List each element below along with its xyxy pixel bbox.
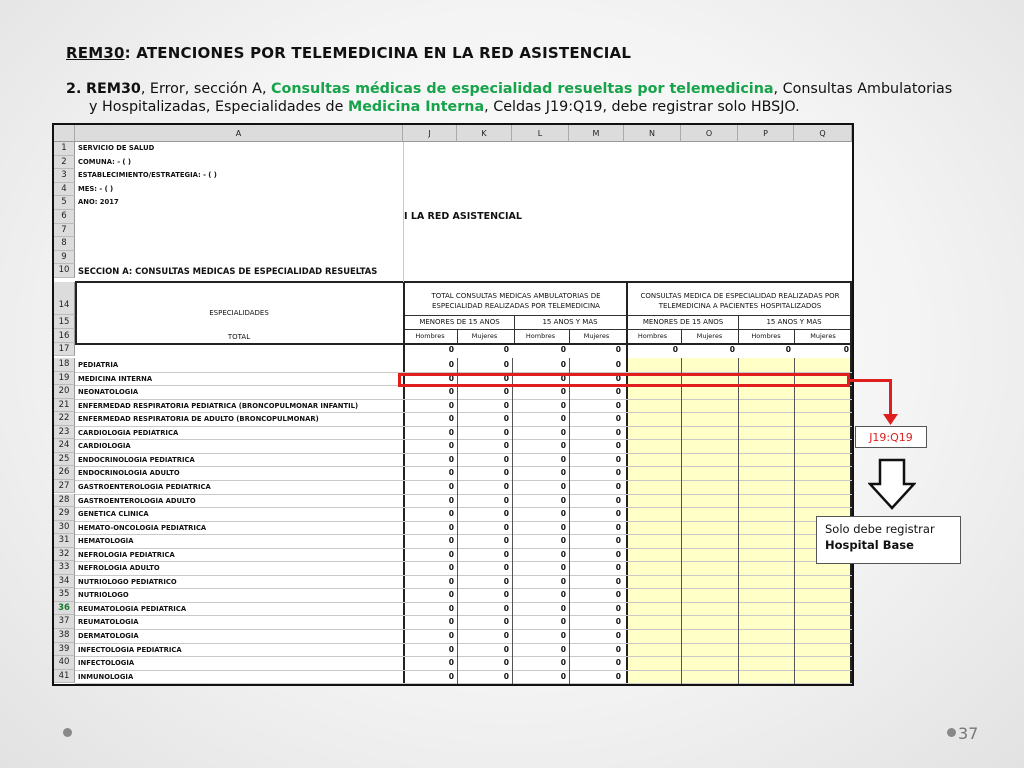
column-header-n: N [624,125,681,142]
value-cell: 0 [448,644,454,654]
border-line [75,281,77,343]
grid-line [457,329,458,343]
grid-line [75,656,852,657]
grid-line [75,521,852,522]
total-cell: 0 [615,345,621,354]
specialty-name: INFECTOLOGÍA [78,659,135,668]
value-cell: 0 [448,468,454,478]
value-cell: 0 [448,658,454,668]
body-run: , Celdas J19:Q19, debe registrar solo HBSJO. [484,99,800,115]
grid-line [681,358,682,686]
body-run: , Error, sección A, [140,81,272,97]
value-cell: 0 [615,400,621,410]
note-line-1: Solo debe registrar [825,522,935,536]
row-header: 19 [54,372,75,386]
grid-line [75,588,852,589]
grid-line [75,643,852,644]
grid-line [75,426,852,427]
row-header: 39 [54,643,75,657]
grid-line [75,548,852,549]
row-header: 22 [54,412,75,426]
total-cell: 0 [672,345,678,354]
row-header: 40 [54,656,75,670]
specialty-name: GASTROENTEROLOGÍA PEDIÁTRICA [78,482,211,491]
value-cell: 0 [503,603,509,613]
value-cell: 0 [503,373,509,383]
grid-line [738,315,739,343]
value-cell: 0 [615,387,621,397]
value-cell: 0 [560,373,566,383]
grid-line [75,480,852,481]
value-cell: 0 [560,576,566,586]
value-cell: 0 [448,576,454,586]
value-cell: 0 [503,576,509,586]
specialty-name: GASTROENTEROLOGÍA ADULTO [78,496,196,505]
value-cell: 0 [615,468,621,478]
value-cell: 0 [615,522,621,532]
value-cell: 0 [503,468,509,478]
note-line-2: Hospital Base [825,538,914,552]
row-header: 34 [54,575,75,589]
value-cell: 0 [503,590,509,600]
row-header: 38 [54,629,75,643]
row-header: 4 [54,183,75,197]
value-cell: 0 [448,590,454,600]
specialty-name: CARDIOLOGÍA PEDIÁTRICA [78,428,179,437]
value-cell: 0 [615,603,621,613]
grid-line [75,466,852,467]
callout-arrowhead-icon [883,414,898,426]
grid-line [569,329,570,343]
row-header: 31 [54,534,75,548]
grid-line [405,329,850,330]
grid-line [75,453,852,454]
value-cell: 0 [560,658,566,668]
age-group-header: MENORES DE 15 AÑOS [642,318,724,326]
grid-line [569,358,570,686]
row-header: 26 [54,466,75,480]
value-cell: 0 [615,631,621,640]
value-cell: 0 [560,631,566,640]
title-rest: : ATENCIONES POR TELEMEDICINA EN LA RED ASISTENCIAL [124,44,632,62]
highlight-row-19-box [398,373,850,387]
value-cell: 0 [560,590,566,600]
value-cell: 0 [503,631,509,640]
grid-line [681,329,682,343]
value-cell: 0 [448,549,454,559]
row-header: 41 [54,670,75,684]
row-header: 14 [54,282,75,315]
specialty-name: ENFERMEDAD RESPIRATORIA PEDIÁTRICA (BRONCOPULMONAR INFANTIL) [78,401,359,410]
total-cell: 0 [729,345,735,354]
row-header: 16 [54,329,75,343]
value-cell: 0 [503,644,509,654]
page-number: 37 [958,724,979,743]
grid-line [75,629,852,630]
value-cell: 0 [503,481,509,491]
value-cell: 0 [448,481,454,491]
body-run: , Consultas Ambulatorias [773,81,953,97]
cell-range-label: J19:Q19 [855,426,927,448]
value-cell: 0 [615,509,621,519]
specialty-name: NUTRIÓLOGO [78,591,129,600]
row-header: 36 [54,602,75,616]
value-cell: 0 [503,536,509,546]
value-cell: 0 [615,658,621,668]
body-line-1 [86,81,952,97]
value-cell: 0 [560,481,566,491]
grid-line [75,412,852,413]
sex-header: Mujeres [583,332,610,340]
total-cell: 0 [448,345,454,354]
row-header: 2 [54,156,75,170]
row-header: 29 [54,507,75,521]
specialty-name: REUMATOLOGÍA PEDIÁTRICA [78,604,187,613]
sex-header: Mujeres [471,332,498,340]
value-cell: 0 [615,414,621,424]
value-cell: 0 [503,495,509,505]
value-cell: 0 [615,360,621,369]
value-cell: 0 [448,454,454,464]
grid-line [75,507,852,508]
value-cell: 0 [615,427,621,437]
value-cell: 0 [560,617,566,627]
row-header: 1 [54,142,75,156]
value-cell: 0 [560,603,566,613]
specialty-name: PEDIATRÍA [78,361,119,369]
grid-line [75,602,852,603]
value-cell: 0 [560,468,566,478]
row-header: 17 [54,343,75,356]
value-cell: 0 [560,644,566,654]
age-group-header: 15 AÑOS Y MÁS [766,318,822,326]
value-cell: 0 [503,441,509,451]
value-cell: 0 [448,617,454,627]
callout-line-vertical [889,379,892,419]
item-number: 2. [66,81,82,97]
value-cell: 0 [448,373,454,383]
column-header-l: L [512,125,569,142]
note-box [816,516,961,564]
callout-line-horizontal [850,379,892,382]
grid-line [514,315,515,343]
value-cell: 0 [615,373,621,383]
column-header-j: J [403,125,457,142]
specialty-name: NEFROLOGÍA ADULTO [78,564,160,573]
border-line [75,281,852,283]
value-cell: 0 [448,400,454,410]
especialidades-header: ESPECIALIDADES [209,309,269,317]
sex-header: Hombres [751,332,781,340]
value-cell: 0 [560,441,566,451]
specialty-name: ENFERMEDAD RESPIRATORIA DE ADULTO (BRONCOPULMONAR) [78,415,319,424]
grid-line [75,670,852,671]
sex-header: Mujeres [696,332,723,340]
value-cell: 0 [560,563,566,573]
row-header: 33 [54,561,75,575]
total-cell: 0 [560,345,566,354]
total-cell: 0 [843,345,849,354]
grid-line [75,399,852,400]
value-cell: 0 [615,617,621,627]
row-header: 25 [54,453,75,467]
value-cell: 0 [615,536,621,546]
value-cell: 0 [503,617,509,627]
column-header-a: A [75,125,403,142]
value-cell: 0 [448,603,454,613]
column-header-q: Q [794,125,852,142]
value-cell: 0 [560,671,566,681]
value-cell: 0 [448,536,454,546]
specialty-name: REUMATOLOGÍA [78,618,139,627]
value-cell: 0 [615,495,621,505]
info-row: COMUNA: - ( ) [78,157,131,166]
value-cell: 0 [503,400,509,410]
value-cell: 0 [503,387,509,397]
info-row: MES: - ( ) [78,184,114,193]
sheet-edge [852,125,854,686]
slide-body-text [66,80,966,116]
value-cell: 0 [615,563,621,573]
value-cell: 0 [448,563,454,573]
value-cell: 0 [448,441,454,451]
info-row: SERVICIO DE SALUD [78,144,155,152]
grid-line [75,615,852,616]
value-cell: 0 [615,576,621,586]
specialty-name: ENDOCRINOLOGÍA ADULTO [78,469,180,478]
value-cell: 0 [560,427,566,437]
value-cell: 0 [615,441,621,451]
specialty-name: INMUNOLOGÍA [78,672,134,681]
sex-header: Mujeres [810,332,836,340]
body-run: Medicina Interna [347,99,485,115]
sex-header: Hombres [525,332,556,340]
value-cell: 0 [615,481,621,491]
info-row: AÑO: 2017 [78,198,119,207]
row-header: 5 [54,196,75,210]
value-cell: 0 [448,360,454,369]
value-cell: 0 [503,658,509,668]
value-cell: 0 [560,360,566,369]
group-header-hospitalized: CONSULTAS MEDICA DE ESPECIALIDAD REALIZADAS POR TELEMEDICINA A PACIENTES HOSPITALIZADOS [640,292,840,310]
value-cell: 0 [448,387,454,397]
total-cell: 0 [785,345,791,354]
spreadsheet-screenshot [52,123,854,686]
specialty-name: DERMATOLOGÍA [78,632,139,640]
value-cell: 0 [448,631,454,640]
section-title: SECCION A: CONSULTAS MEDICAS DE ESPECIALIDAD RESUELTAS [78,266,378,277]
title-code: REM30 [66,44,125,62]
row-header: 30 [54,521,75,535]
row-header: 20 [54,385,75,399]
value-cell: 0 [448,671,454,681]
value-cell: 0 [448,414,454,424]
value-cell: 0 [615,454,621,464]
grid-line [75,534,852,535]
row-header: 9 [54,251,75,265]
value-cell: 0 [503,522,509,532]
row-header: 28 [54,494,75,508]
row-header: 21 [54,399,75,413]
specialty-name: GENÉTICA CLÍNICA [78,510,149,519]
row-header: 7 [54,224,75,238]
specialty-name: NEONATOLOGÍA [78,388,139,397]
slide-title [66,44,631,62]
value-cell: 0 [560,522,566,532]
column-header-m: M [569,125,624,142]
value-cell: 0 [448,522,454,532]
grid-line [794,358,795,686]
row-header: 32 [54,548,75,562]
row-header: 3 [54,169,75,183]
grid-line [75,575,852,576]
value-cell: 0 [615,590,621,600]
grid-line [405,315,850,316]
select-all-corner [54,125,75,142]
footer-dot-left [63,728,72,737]
grid-line [794,329,795,343]
specialty-name: INFECTOLOGÍA PEDIÁTRICA [78,645,182,654]
grid-line [512,358,513,686]
row-header: 6 [54,210,75,224]
value-cell: 0 [503,454,509,464]
specialty-name: CARDIOLOGÍA [78,442,131,451]
total-cell: 0 [503,345,509,354]
row-header: 18 [54,358,75,372]
value-cell: 0 [503,414,509,424]
body-run: Consultas médicas de especialidad resueltas por telemedicina [271,81,774,97]
value-cell: 0 [503,563,509,573]
value-cell: 0 [560,549,566,559]
row-header: 37 [54,615,75,629]
info-row: ESTABLECIMIENTO/ESTRATEGIA: - ( ) [78,171,217,180]
value-cell: 0 [560,414,566,424]
value-cell: 0 [615,549,621,559]
value-cell: 0 [560,495,566,505]
body-line-2 [66,98,966,116]
footer-dot-right [947,728,956,737]
sex-header: Hombres [415,332,445,340]
grid-line [738,358,739,686]
grid-line [75,494,852,495]
grid-line [403,142,404,282]
row-header: 35 [54,588,75,602]
row-header: 24 [54,439,75,453]
value-cell: 0 [560,387,566,397]
down-arrow-icon [868,458,916,510]
value-cell: 0 [560,400,566,410]
sex-header: Hombres [637,332,668,340]
column-header-k: K [457,125,512,142]
value-cell: 0 [448,509,454,519]
column-header-p: P [738,125,794,142]
specialty-name: NEFROLOGÍA PEDIÁTRICA [78,550,175,559]
specialty-name: HEMATOLOGÍA [78,537,134,546]
specialty-name: NUTRIÓLOGO PEDIÁTRICO [78,577,177,586]
value-cell: 0 [560,536,566,546]
row-header: 23 [54,426,75,440]
total-header: TOTAL [227,333,251,341]
sheet-title-tail: I LA RED ASISTENCIAL [404,211,522,222]
row-header: 10 [54,264,75,278]
value-cell: 0 [503,509,509,519]
value-cell: 0 [503,671,509,681]
specialty-name: MEDICINA INTERNA [78,374,153,383]
age-group-header: MENORES DE 15 AÑOS [419,318,500,326]
value-cell: 0 [560,454,566,464]
group-header-ambulatory: TOTAL CONSULTAS MEDICAS AMBULATORIAS DE ESPECIALIDAD REALIZADAS POR TELEMEDICINA [431,292,601,310]
row-header: 15 [54,315,75,329]
value-cell: 0 [503,549,509,559]
age-group-header: 15 AÑOS Y MÁS [542,318,598,326]
value-cell: 0 [503,427,509,437]
value-cell: 0 [615,671,621,681]
value-cell: 0 [503,360,509,369]
column-header-o: O [681,125,738,142]
row-header: 8 [54,237,75,251]
grid-line [457,358,458,686]
value-cell: 0 [448,495,454,505]
body-run: y Hospitalizadas, Especialidades de [89,99,348,115]
row-header: 27 [54,480,75,494]
specialty-name: ENDOCRINOLOGÍA PEDIÁTRICA [78,455,195,464]
grid-line [75,439,852,440]
value-cell: 0 [615,644,621,654]
specialty-name: HEMATO-ONCOLOGÍA PEDIÁTRICA [78,523,207,532]
body-run: REM30 [85,81,141,97]
value-cell: 0 [448,427,454,437]
grid-line [75,561,852,562]
value-cell: 0 [560,509,566,519]
grid-line [75,683,852,684]
